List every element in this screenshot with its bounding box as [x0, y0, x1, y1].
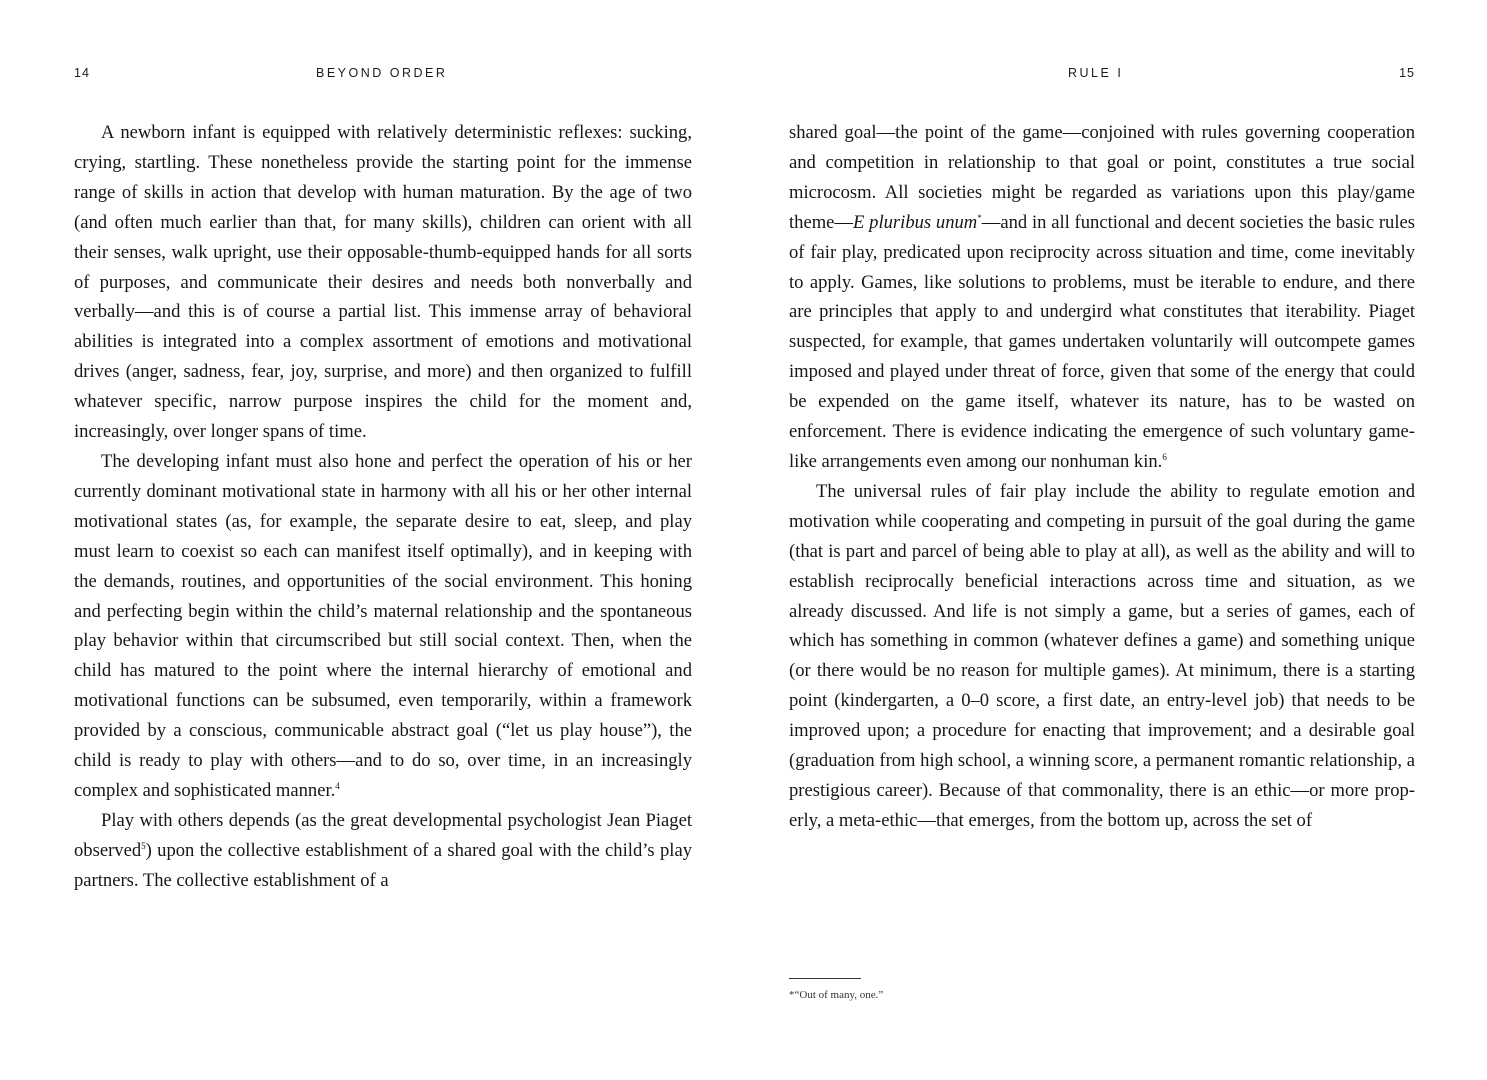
paragraph-text-continued: ) upon the collective establishment of a shared goal with the child’s play partners. The collective establishment of a [74, 839, 692, 891]
footnote: *“Out of many, one.” [789, 989, 884, 1001]
page-number-right: 15 [1399, 66, 1415, 80]
paragraph-text: shared goal—the point of the game—conjoined with rules governing cooperation and competition in relationship to that goal or point, constitutes a true social microcosm. All societies might be regarded as variations upon this play/game theme— [789, 122, 1415, 233]
footnote-marker[interactable]: * [977, 212, 982, 223]
footnote-divider [789, 978, 861, 979]
left-running-head [74, 66, 692, 86]
right-running-head [789, 66, 1415, 86]
paragraph [789, 477, 1415, 836]
right-page [789, 0, 1415, 1080]
left-body-text [74, 118, 692, 896]
paragraph-text: The universal rules of fair play include the ability to regulate emotion and motivation while cooperating and competing in pursuit of the goal during the game (that is part and parcel of being able to play at all), as well as the ability and will to establish reciprocally beneficial interactions across time and situation, as we already discussed. And life is not simply a game, but a series of games, each of which has something in common (whatever defines a game) and something unique (or there would be no reason for multiple games). At minimum, there is a starting point (kindergarten, a 0–0 score, a first date, an entry-level job) that needs to be improved upon; a procedure for enacting that improvement; and a desirable goal (graduation from high school, a winning score, a permanent romantic relationship, a prestigious career). Because of that commonality, there is an ethic—or more properly, a meta-ethic—that emerges, from the bottom up, across the set of [789, 480, 1415, 831]
page-number-left: 14 [74, 66, 90, 80]
endnote-marker[interactable]: 4 [335, 780, 340, 791]
latin-phrase: E pluribus unum [853, 211, 978, 233]
chapter-title-header: RULE I [1068, 66, 1124, 80]
endnote-marker[interactable]: 6 [1162, 451, 1167, 462]
paragraph [74, 118, 692, 447]
right-body-text [789, 118, 1415, 836]
book-title-header: BEYOND ORDER [316, 66, 448, 80]
paragraph-text: The developing infant must also hone and perfect the operation of his or her currently dominant motivational state in harmony with all his or her other internal motivational states (as, for example, the separate desire to eat, sleep, and play must learn to coexist so each can manifest itself optimally), and in keeping with the demands, routines, and opportunities of the social environment. This honing and perfecting begin within the child’s maternal relationship and the spontaneous play behavior within that circumscribed but still social context. Then, when the child has matured to the point where the internal hierarchy of emotional and motivational functions can be subsumed, even temporarily, within a framework provided by a conscious, communicable abstract goal (“let us play house”), the child is ready to play with others—and to do so, over time, in an increasingly complex and sophisticated manner. [74, 450, 692, 801]
endnote-marker[interactable]: 5 [141, 840, 146, 851]
paragraph-continued [789, 118, 1415, 477]
paragraph-text: A newborn infant is equipped with relatively deterministic reflexes: sucking, crying, startling. These nonetheless provide the starting point for the immense range of skills in action that develop with human maturation. By the age of two (and often much earlier than that, for many skills), children can orient with all their senses, walk upright, use their opposable-thumb-equipped hands for all sorts of purposes, and communicate their desires and needs both nonverbally and verbally—and this is of course a partial list. This immense array of behavioral abilities is integrated into a complex assortment of emotions and motivational drives (anger, sadness, fear, joy, surprise, and more) and then organized to fulfill whatever specific, narrow purpose inspires the child for the moment and, increasingly, over longer spans of time. [74, 122, 692, 443]
paragraph-text: Play with others depends (as the great developmental psychologist Jean Piaget observed [74, 809, 692, 861]
left-page [74, 0, 692, 1080]
paragraph-text-continued: —and in all functional and decent societies the basic rules of fair play, predicated upon reciprocity across situation and time, come inevitably to apply. Games, like solutions to problems, must be iterable to endure, and there are principles that apply to and undergird what constitutes that iterability. Piaget suspected, for example, that games undertaken voluntarily will outcompete games imposed and played under threat of force, given that some of the energy that could be expended on the game itself, whatever its nature, has to be wasted on enforcement. There is evidence indicating the emergence of such voluntary game-like arrangements even among our nonhuman kin. [789, 211, 1415, 472]
paragraph [74, 806, 692, 896]
paragraph [74, 447, 692, 806]
